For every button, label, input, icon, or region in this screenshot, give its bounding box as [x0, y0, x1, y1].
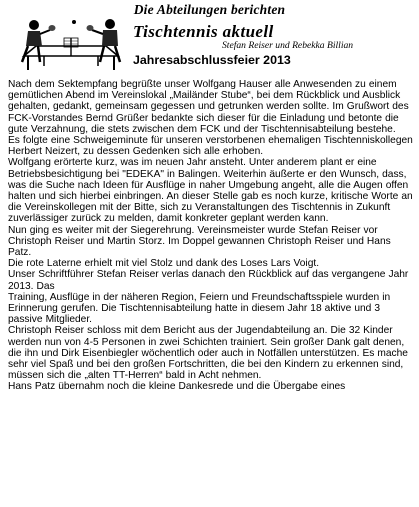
- paragraph: Christoph Reiser schloss mit dem Bericht aus der Jugendabteilung an. Die 32 Kinder werden nun von 4-5 Personen in zwei Schichten trainiert. Sein großer Dank galt denen, die ihn und Dirk Eisenbiegler wöchentlich oder auch in Notfällen unterstützen. Es mache sehr viel Spaß und bei den großen Fortschritten, die bei den Kindern zu erkennen sind, müssen sich die „alten TT-Herren“ bald in Acht nehmen.: [8, 325, 408, 382]
- paragraph: Hans Patz übernahm noch die kleine Dankesrede und die Übergabe eines: [8, 381, 346, 393]
- article-body: [8, 79, 413, 393]
- paragraph: Nun ging es weiter mit der Siegerehrung. Vereinsmeister wurde Stefan Reiser vor Christoph Reiser und Martin Storz. Im Doppel gewannen Christoph Reiser und Hans Patz.: [8, 224, 391, 259]
- article-headline: Jahresabschlussfeier 2013: [133, 53, 291, 67]
- paragraph: Wolfgang erörterte kurz, was im neuen Jahr ansteht. Unter anderem plant er eine Betriebsbesichtigung bei "EDEKA" in Balingen. Weiterhin äußerte er den Wunsch, dass, was die Suche nach Ideen für Ausflüge in naher Umgebung angeht, alle die Augen offen halten und sich hierbei einbringen. An dieser Stelle gab es noch kurze, kritische Worte an die Vereinskollegen mit der Bitte, sich zu Veranstaltungen des Tischtennis in Zukunft zuverlässiger zurück zu melden, damit konkreter geplant werden kann.: [8, 157, 413, 225]
- authors-byline: Stefan Reiser und Rebekka Billian: [222, 40, 354, 51]
- paragraph: Die rote Laterne erhielt mit viel Stolz und dank des Loses Lars Voigt.: [8, 258, 320, 270]
- column-title: Tischtennis aktuell: [133, 22, 274, 41]
- paragraph: Training, Ausflüge in der näheren Region, Feiern und Freundschaftsspiele wurden in Erinnerung gerufen. Die Tischtennisabteilung hatte in diesem Jahr 18 aktive und 3 passive Mitglieder.: [8, 291, 391, 326]
- paragraph: Unser Schriftführer Stefan Reiser verlas danach den Rückblick auf das vergangene Jahr 2013. Das: [8, 269, 409, 292]
- paragraph: Nach dem Sektempfang begrüßte unser Wolfgang Hauser alle Anwesenden zu einem gemütlichen Abend im Vereinslokal „Mailänder Stube“, bei dem Rückblick und Ausblick gehalten, gedankt, gemeinsam gegessen und getrunken werden sollte. Im Grußwort des FCK-Vorstandes Bernd Grüßer bedankte sich dieser für die Einladung und betonte die gute Verzahnung, die stets zwischen dem FCK und der Tischtennisabteilung bestehe.: [8, 79, 409, 135]
- section-title: Die Abteilungen berichten: [133, 2, 286, 17]
- table-tennis-players-icon: [14, 16, 126, 74]
- paragraph: Es folgte eine Schweigeminute für unseren verstorbenen ehemaligen Tischtenniskollegen Herbert Neizert, zu dessen Gedenken sich alle erhoben.: [8, 135, 413, 158]
